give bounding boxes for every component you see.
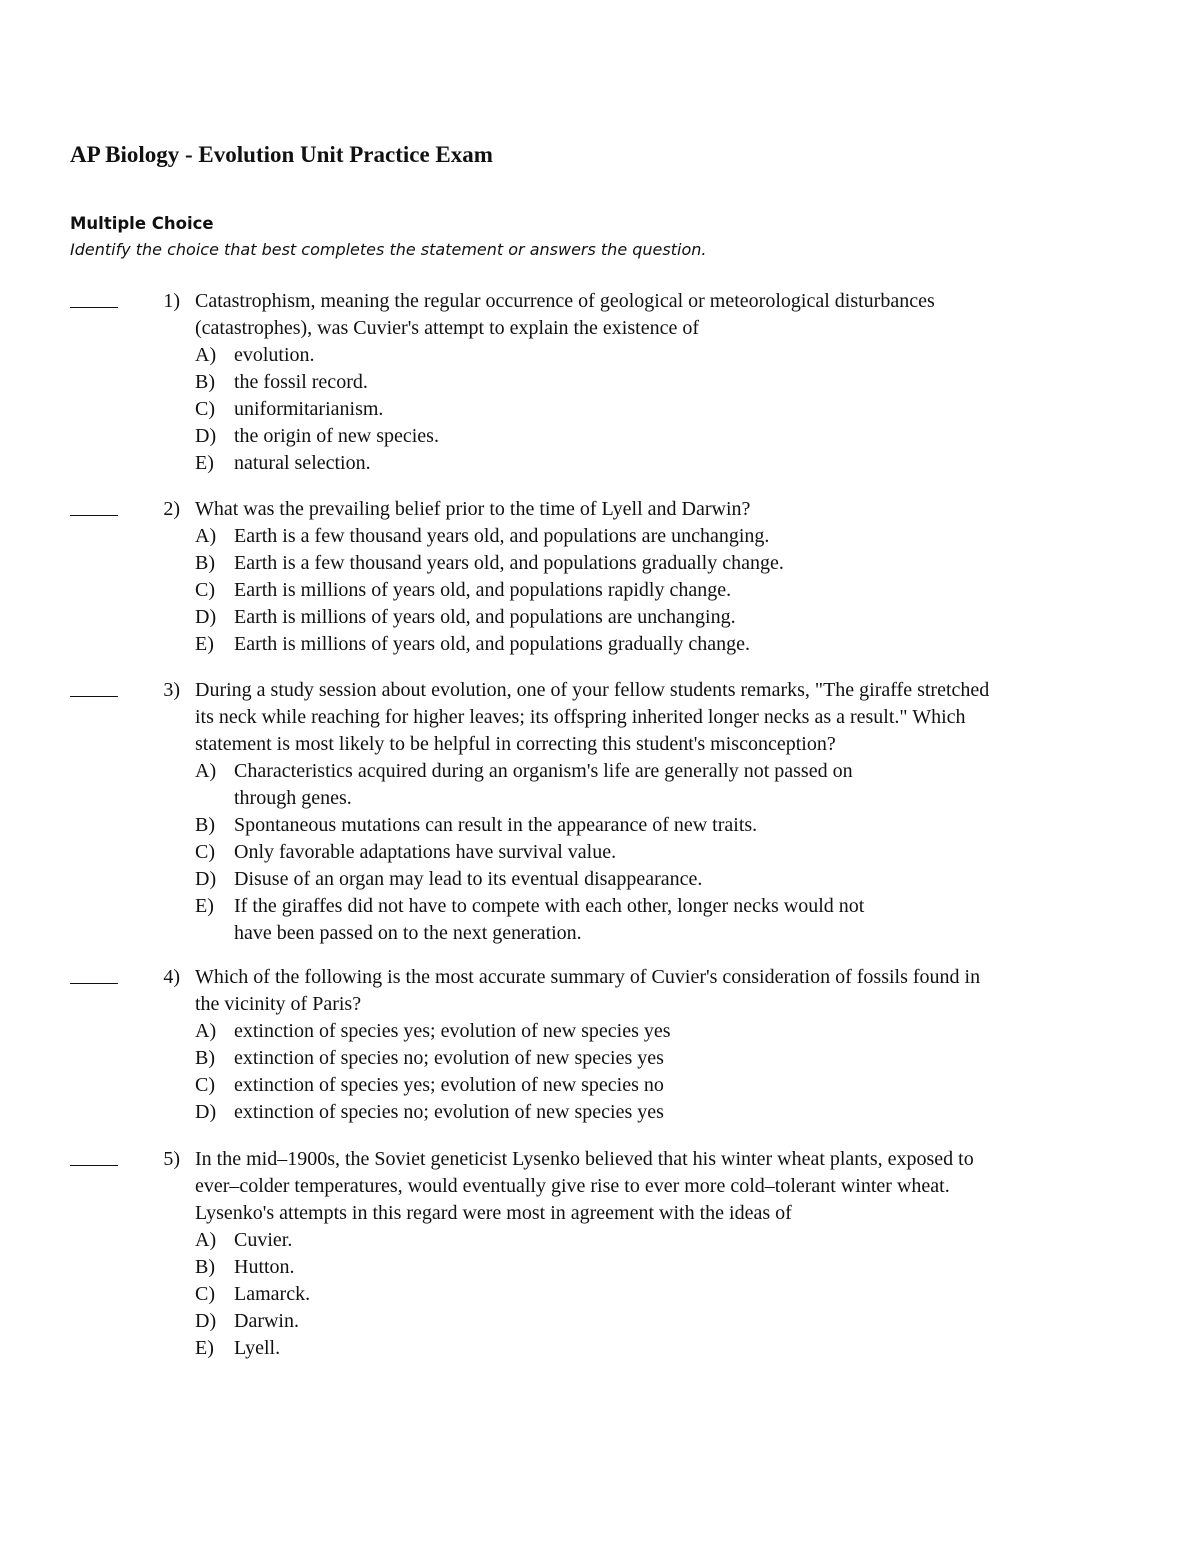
question-stem-line: What was the prevailing belief prior to the time of Lyell and Darwin? xyxy=(195,498,751,520)
question-body xyxy=(195,1146,1145,1362)
choice-text: If the giraffes did not have to compete with each other, longer necks would not xyxy=(234,895,865,917)
choice-text: extinction of species yes; evolution of new species no xyxy=(234,1074,664,1096)
choice-text: Only favorable adaptations have survival value. xyxy=(234,841,617,863)
question-number: 1) xyxy=(163,290,180,312)
answer-choice xyxy=(195,1335,1145,1362)
choice-text: Earth is millions of years old, and populations gradually change. xyxy=(234,633,750,655)
choice-text: uniformitarianism. xyxy=(234,398,384,420)
answer-choice xyxy=(195,839,1145,866)
answer-choice xyxy=(195,423,1145,450)
question-number: 5) xyxy=(163,1148,180,1170)
answer-choice xyxy=(195,631,1145,658)
answer-choice xyxy=(195,604,1145,631)
choice-letter: A) xyxy=(195,1020,217,1042)
question-number: 2) xyxy=(163,498,180,520)
choice-letter: E) xyxy=(195,895,214,917)
choice-text: the fossil record. xyxy=(234,371,368,393)
answer-choice-continuation xyxy=(195,785,1145,812)
answer-blank[interactable] xyxy=(70,307,118,308)
question-body xyxy=(195,496,1145,658)
choice-text: have been passed on to the next generation. xyxy=(234,922,582,944)
answer-choice xyxy=(195,1281,1145,1308)
answer-choice xyxy=(195,866,1145,893)
choice-text: Earth is millions of years old, and populations rapidly change. xyxy=(234,579,732,601)
choice-letter: A) xyxy=(195,1229,217,1251)
question-stem-line: its neck while reaching for higher leaves; its offspring inherited longer necks as a result." Which xyxy=(195,706,966,728)
choice-text: Earth is a few thousand years old, and populations are unchanging. xyxy=(234,525,770,547)
answer-choice xyxy=(195,396,1145,423)
choice-text: extinction of species no; evolution of new species yes xyxy=(234,1047,664,1069)
question-body xyxy=(195,677,1145,947)
choice-text: Disuse of an organ may lead to its eventual disappearance. xyxy=(234,868,703,890)
answer-blank[interactable] xyxy=(70,515,118,516)
choice-text: Cuvier. xyxy=(234,1229,293,1251)
choice-text: Earth is millions of years old, and populations are unchanging. xyxy=(234,606,736,628)
choice-letter: A) xyxy=(195,525,217,547)
answer-choice xyxy=(195,1308,1145,1335)
section-instructions: Identify the choice that best completes the statement or answers the question. xyxy=(70,240,707,259)
answer-choice xyxy=(195,1072,1145,1099)
answer-choice xyxy=(195,550,1145,577)
choice-letter: D) xyxy=(195,425,217,447)
choice-text: Earth is a few thousand years old, and populations gradually change. xyxy=(234,552,784,574)
answer-choice xyxy=(195,342,1145,369)
answer-choice xyxy=(195,369,1145,396)
choice-text: Lyell. xyxy=(234,1337,281,1359)
question-stem-line: statement is most likely to be helpful in correcting this student's misconception? xyxy=(195,733,836,755)
answer-choice xyxy=(195,1045,1145,1072)
question-stem-line: ever–colder temperatures, would eventually give rise to ever more cold–tolerant winter wheat. xyxy=(195,1175,950,1197)
answer-choice xyxy=(195,523,1145,550)
choice-letter: E) xyxy=(195,633,214,655)
answer-choice xyxy=(195,812,1145,839)
choice-text: the origin of new species. xyxy=(234,425,439,447)
choice-letter: C) xyxy=(195,579,215,601)
answer-blank[interactable] xyxy=(70,696,118,697)
choice-text: Characteristics acquired during an organism's life are generally not passed on xyxy=(234,760,853,782)
answer-choice xyxy=(195,893,1145,920)
question-stem-line: In the mid–1900s, the Soviet geneticist Lysenko believed that his winter wheat plants, exposed to xyxy=(195,1148,974,1170)
choice-text: evolution. xyxy=(234,344,315,366)
choice-letter: D) xyxy=(195,1310,217,1332)
choice-letter: B) xyxy=(195,552,215,574)
question-stem-line: During a study session about evolution, one of your fellow students remarks, "The giraffe stretched xyxy=(195,679,990,701)
question-body xyxy=(195,288,1145,477)
choice-text: Darwin. xyxy=(234,1310,299,1332)
question-stem-line: Catastrophism, meaning the regular occurrence of geological or meteorological disturbances xyxy=(195,290,935,312)
choice-text: Spontaneous mutations can result in the appearance of new traits. xyxy=(234,814,758,836)
choice-letter: C) xyxy=(195,1074,215,1096)
choice-text: Lamarck. xyxy=(234,1283,311,1305)
section-heading: Multiple Choice xyxy=(70,214,214,233)
choice-letter: B) xyxy=(195,814,215,836)
page-title: AP Biology - Evolution Unit Practice Exam xyxy=(70,142,493,167)
choice-letter: C) xyxy=(195,1283,215,1305)
answer-choice xyxy=(195,577,1145,604)
answer-choice-continuation xyxy=(195,920,1145,947)
choice-letter: A) xyxy=(195,344,217,366)
choice-letter: E) xyxy=(195,1337,214,1359)
choice-letter: A) xyxy=(195,760,217,782)
answer-choice xyxy=(195,758,1145,785)
choice-text: extinction of species no; evolution of new species yes xyxy=(234,1101,664,1123)
answer-choice xyxy=(195,1099,1145,1126)
choice-letter: B) xyxy=(195,371,215,393)
answer-blank[interactable] xyxy=(70,1165,118,1166)
answer-choice xyxy=(195,1254,1145,1281)
choice-letter: C) xyxy=(195,841,215,863)
choice-text: through genes. xyxy=(234,787,352,809)
answer-choice xyxy=(195,450,1145,477)
choice-text: extinction of species yes; evolution of new species yes xyxy=(234,1020,671,1042)
question-number: 3) xyxy=(163,679,180,701)
question-stem-line: (catastrophes), was Cuvier's attempt to explain the existence of xyxy=(195,317,699,339)
choice-text: natural selection. xyxy=(234,452,371,474)
answer-choice xyxy=(195,1227,1145,1254)
question-number: 4) xyxy=(163,966,180,988)
answer-blank[interactable] xyxy=(70,983,118,984)
choice-letter: C) xyxy=(195,398,215,420)
choice-letter: D) xyxy=(195,868,217,890)
question-stem-line: Which of the following is the most accurate summary of Cuvier's consideration of fossils found in xyxy=(195,966,981,988)
choice-letter: B) xyxy=(195,1047,215,1069)
question-body xyxy=(195,964,1145,1126)
answer-choice xyxy=(195,1018,1145,1045)
choice-letter: E) xyxy=(195,452,214,474)
question-stem-line: Lysenko's attempts in this regard were most in agreement with the ideas of xyxy=(195,1202,792,1224)
choice-letter: B) xyxy=(195,1256,215,1278)
question-stem-line: the vicinity of Paris? xyxy=(195,993,362,1015)
choice-letter: D) xyxy=(195,1101,217,1123)
choice-text: Hutton. xyxy=(234,1256,295,1278)
choice-letter: D) xyxy=(195,606,217,628)
